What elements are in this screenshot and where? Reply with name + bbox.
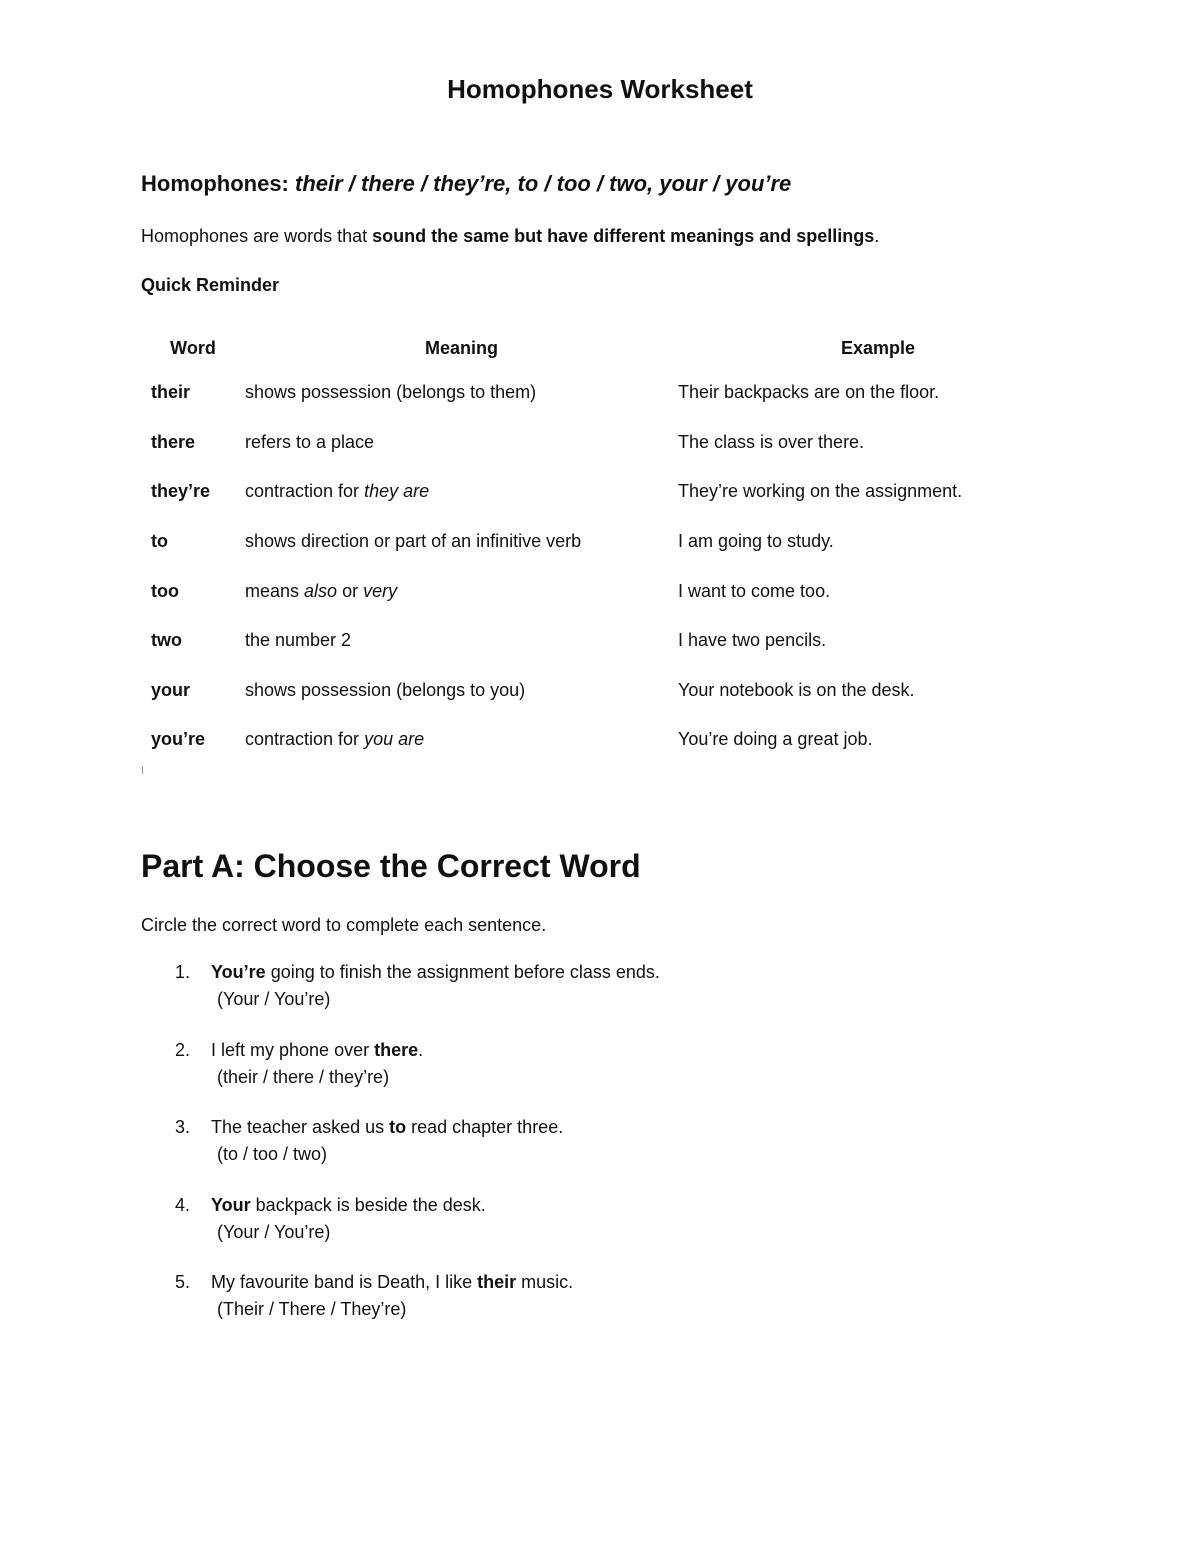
sentence-after: . — [418, 1039, 424, 1060]
table-row — [141, 715, 1078, 765]
row-example: You’re doing a great job. — [678, 729, 873, 750]
sentence-after: backpack is beside the desk. — [250, 1194, 486, 1215]
question-options: (Your / You’re) — [217, 1221, 331, 1242]
table-row — [141, 566, 1078, 616]
row-example: They’re working on the assignment. — [678, 481, 963, 502]
sentence-after: going to finish the assignment before class ends. — [265, 962, 660, 982]
part-a-instruction: Circle the correct word to complete each sentence. — [141, 915, 547, 935]
table-row — [141, 616, 1078, 666]
question-sentence — [211, 1272, 573, 1293]
row-word: there — [151, 431, 196, 452]
intro-bold: sound the same but have different meanings and spellings — [372, 226, 875, 246]
stray-mark — [142, 766, 143, 774]
question-number: 3. — [175, 1117, 191, 1137]
row-meaning — [245, 616, 678, 666]
page-title: Homophones Worksheet — [447, 74, 753, 104]
intro-paragraph — [141, 226, 879, 247]
question-sentence — [211, 1195, 486, 1216]
part-a-title: Part A: Choose the Correct Word — [141, 848, 641, 884]
question-item — [175, 1040, 1075, 1118]
meaning-text: shows direction or part of an infinitive verb — [245, 531, 582, 552]
homophones-subheading — [141, 171, 791, 197]
row-word: too — [151, 580, 179, 601]
meaning-italic: also — [304, 580, 338, 601]
row-meaning — [245, 715, 678, 765]
header-word: Word — [170, 337, 216, 358]
question-options: (their / there / they’re) — [217, 1066, 390, 1087]
question-options: (to / too / two) — [217, 1144, 328, 1164]
meaning-italic-2: very — [363, 580, 398, 601]
row-meaning — [245, 418, 678, 468]
question-item — [175, 1117, 1075, 1195]
question-number: 2. — [175, 1039, 191, 1060]
row-meaning — [245, 467, 678, 517]
sentence-after: read chapter three. — [406, 1117, 564, 1137]
meaning-text: means — [245, 580, 305, 601]
row-example: The class is over there. — [678, 431, 865, 452]
row-example: I have two pencils. — [678, 630, 827, 651]
table-row — [141, 666, 1078, 716]
sentence-before: The teacher asked us — [211, 1117, 390, 1137]
sentence-answer: their — [477, 1272, 517, 1292]
question-options: (Your / You’re) — [217, 989, 331, 1009]
row-word: you’re — [151, 729, 206, 750]
row-word: their — [151, 382, 191, 403]
sentence-before: My favourite band is Death, I like — [211, 1272, 478, 1292]
row-word: to — [151, 531, 168, 552]
table-row — [141, 517, 1078, 567]
header-example: Example — [840, 337, 916, 358]
question-sentence — [211, 1040, 423, 1061]
row-meaning — [245, 666, 678, 716]
table-row — [141, 418, 1078, 468]
meaning-text: shows possession (belongs to them) — [245, 382, 537, 403]
meaning-text: refers to a place — [245, 431, 375, 452]
meaning-text: the number 2 — [245, 630, 352, 651]
row-meaning — [245, 517, 678, 567]
row-example: I want to come too. — [678, 580, 831, 601]
question-number: 1. — [175, 962, 191, 982]
question-item — [175, 1195, 1075, 1273]
question-sentence — [211, 1117, 563, 1138]
sentence-before: I left my phone over — [211, 1039, 375, 1060]
table-row — [141, 467, 1078, 517]
subheading-words: their / there / they’re, to / too / two, your / you’re — [295, 171, 792, 196]
question-number: 5. — [175, 1272, 191, 1292]
row-word: they’re — [151, 481, 211, 502]
header-meaning: Meaning — [424, 337, 498, 358]
row-example: I am going to study. — [678, 531, 834, 552]
row-word: your — [151, 679, 191, 700]
meaning-italic: they are — [364, 481, 430, 502]
sentence-answer: there — [374, 1039, 419, 1060]
row-meaning — [245, 368, 678, 418]
intro-after: . — [874, 226, 880, 246]
row-example: Their backpacks are on the floor. — [678, 382, 940, 403]
quick-reminder-label: Quick Reminder — [141, 275, 280, 295]
sentence-answer: Your — [211, 1194, 251, 1215]
table-row — [141, 368, 1078, 418]
subheading-prefix: Homophones: — [141, 171, 295, 196]
meaning-text: contraction for — [245, 729, 365, 750]
row-word: two — [151, 630, 182, 651]
meaning-italic: you are — [364, 729, 425, 750]
row-meaning — [245, 566, 678, 616]
question-sentence — [211, 962, 660, 983]
meaning-text: shows possession (belongs to you) — [245, 679, 526, 700]
intro-before: Homophones are words that — [141, 226, 373, 246]
question-list — [175, 962, 1075, 1350]
meaning-mid: or — [337, 580, 364, 601]
row-example: Your notebook is on the desk. — [678, 679, 915, 700]
question-number: 4. — [175, 1194, 191, 1215]
sentence-answer: You’re — [211, 962, 266, 982]
reference-table — [141, 328, 1078, 765]
question-item — [175, 1272, 1075, 1350]
sentence-after: music. — [516, 1272, 574, 1292]
sentence-answer: to — [389, 1117, 407, 1137]
question-options: (Their / There / They’re) — [217, 1299, 407, 1319]
question-item — [175, 962, 1075, 1040]
table-header-row — [141, 328, 1078, 368]
meaning-text: contraction for — [245, 481, 365, 502]
